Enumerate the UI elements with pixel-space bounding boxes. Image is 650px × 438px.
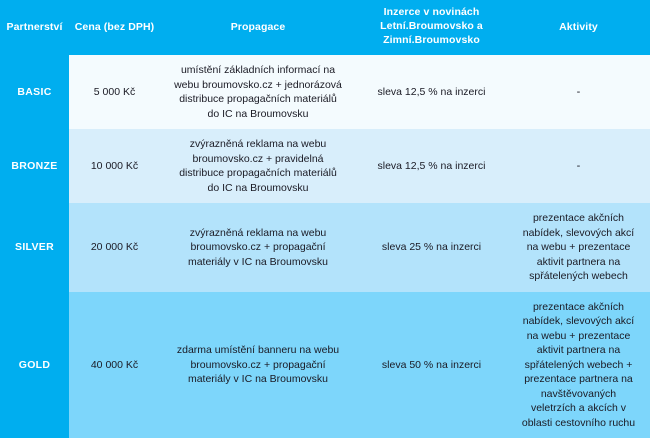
activities-basic: -: [507, 55, 650, 129]
column-header-promotion: Propagace: [160, 0, 356, 55]
activities-bronze: -: [507, 129, 650, 203]
price-gold: 40 000 Kč: [69, 292, 160, 438]
newspaper-ad-gold: sleva 50 % na inzerci: [356, 292, 507, 438]
price-basic: 5 000 Kč: [69, 55, 160, 129]
tier-label-silver: SILVER: [0, 203, 69, 292]
activities-gold: prezentace akčních nabídek, slevových akcí na webu + prezentace aktivit partnera na spřátelených webech + prezentace partnera na navštěvovaných veletrzích a akcích v oblasti cestovního ruchu: [507, 292, 650, 438]
price-bronze: 10 000 Kč: [69, 129, 160, 203]
header-ad-line-2: Letní.Broumovsko a: [380, 20, 483, 32]
promotion-silver: zvýrazněná reklama na webu broumovsko.cz + propagační materiály v IC na Broumovsku: [160, 203, 356, 292]
tier-label-gold: GOLD: [0, 292, 69, 438]
promotion-gold: zdarma umístění banneru na webu broumovsko.cz + propagační materiály v IC na Broumovsku: [160, 292, 356, 438]
table-row: [0, 203, 650, 292]
table-body: [0, 55, 650, 438]
price-silver: 20 000 Kč: [69, 203, 160, 292]
newspaper-ad-silver: sleva 25 % na inzerci: [356, 203, 507, 292]
table-row: [0, 292, 650, 438]
header-row: [0, 0, 650, 55]
promotion-bronze: zvýrazněná reklama na webu broumovsko.cz + pravidelná distribuce propagačních materiálů do IC na Broumovsku: [160, 129, 356, 203]
column-header-partnership: Partnerství: [0, 0, 69, 55]
tier-label-bronze: BRONZE: [0, 129, 69, 203]
tier-label-basic: BASIC: [0, 55, 69, 129]
header-ad-line-3: Zimní.Broumovsko: [383, 34, 480, 46]
newspaper-ad-bronze: sleva 12,5 % na inzerci: [356, 129, 507, 203]
table-row: [0, 129, 650, 203]
promotion-basic: umístění základních informací na webu broumovsko.cz + jednorázová distribuce propagačních materiálů do IC na Broumovsku: [160, 55, 356, 129]
column-header-price: Cena (bez DPH): [69, 0, 160, 55]
newspaper-ad-basic: sleva 12,5 % na inzerci: [356, 55, 507, 129]
column-header-activities: Aktivity: [507, 0, 650, 55]
header-ad-line-1: Inzerce v novinách: [383, 6, 480, 18]
table-header: [0, 0, 650, 55]
table-row: [0, 55, 650, 129]
activities-silver: prezentace akčních nabídek, slevových akcí na webu + prezentace aktivit partnera na spřátelených webech: [507, 203, 650, 292]
column-header-newspaper-ads: [356, 0, 507, 55]
